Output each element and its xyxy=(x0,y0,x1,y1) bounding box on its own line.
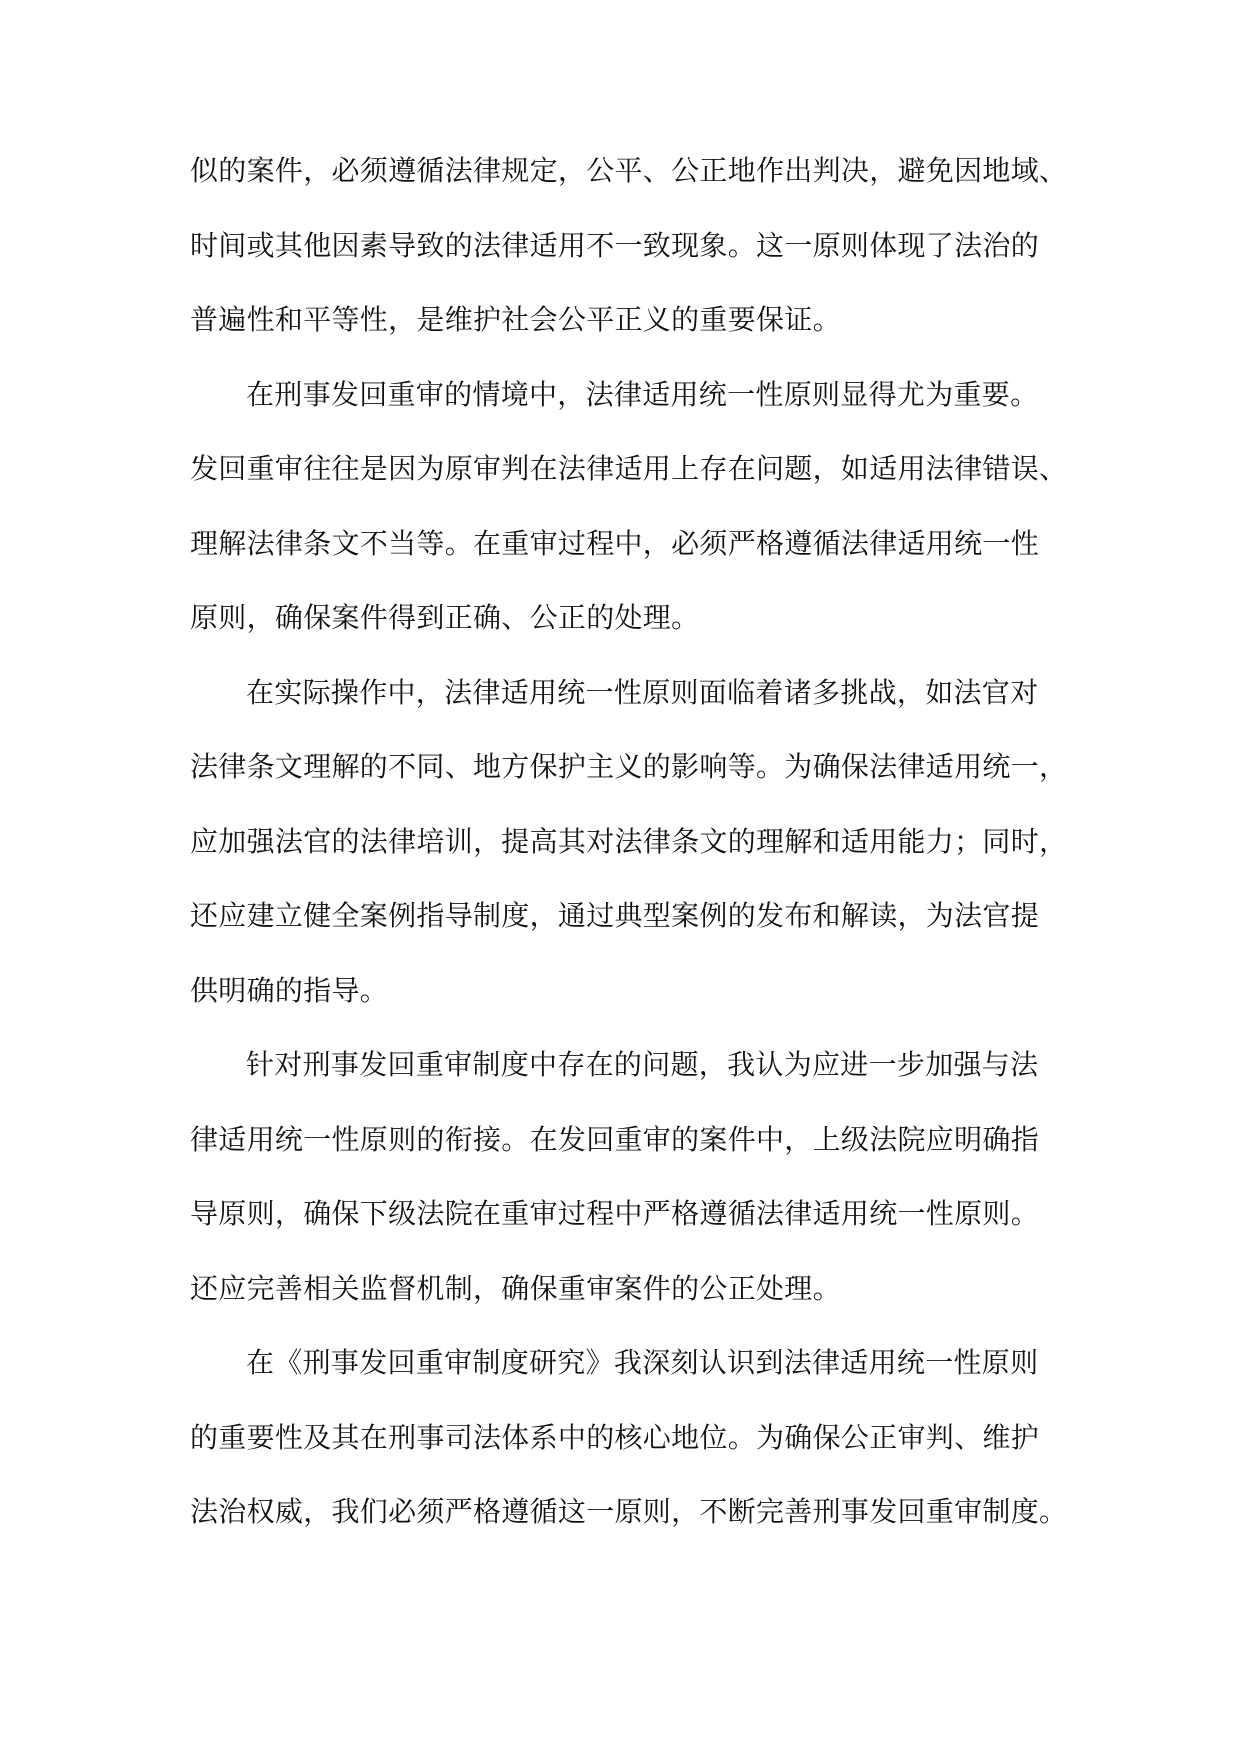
text-line: 发回重审往往是因为原审判在法律适用上存在问题，如适用法律错误、 xyxy=(190,452,1068,485)
body-text xyxy=(190,134,1068,1550)
text-line: 理解法律条文不当等。在重审过程中，必须严格遵循法律适用统一性 xyxy=(190,526,1040,560)
text-line: 法治权威，我们必须严格遵循这一原则，不断完善刑事发回重审制度。 xyxy=(190,1495,1068,1528)
text-line: 还应完善相关监督机制，确保重审案件的公正处理。 xyxy=(190,1271,841,1305)
text-line: 针对刑事发回重审制度中存在的问题，我认为应进一步加强与法 xyxy=(246,1048,1039,1081)
paragraph xyxy=(190,1326,1068,1550)
paragraph xyxy=(190,1028,1062,1326)
text-line: 律适用统一性原则的衔接。在发回重审的案件中，上级法院应明确指 xyxy=(190,1122,1040,1156)
text-line: 供明确的指导。 xyxy=(190,973,389,1007)
text-line: 导原则，确保下级法院在重审过程中严格遵循法律适用统一性原则。 xyxy=(190,1197,1040,1230)
text-line: 法律条文理解的不同、地方保护主义的影响等。为确保法律适用统一， xyxy=(190,750,1068,783)
text-line: 在实际操作中，法律适用统一性原则面临着诸多挑战，如法官对 xyxy=(246,675,1039,709)
text-line: 原则，确保案件得到正确、公正的处理。 xyxy=(190,601,700,634)
paragraph xyxy=(190,656,1068,1029)
text-line: 时间或其他因素导致的法律适用不一致现象。这一原则体现了法治的 xyxy=(190,228,1040,262)
text-line: 还应建立健全案例指导制度，通过典型案例的发布和解读，为法官提 xyxy=(190,899,1040,932)
text-line: 普遍性和平等性，是维护社会公平正义的重要保证。 xyxy=(190,303,841,336)
text-line: 的重要性及其在刑事司法体系中的核心地位。为确保公正审判、维护 xyxy=(190,1420,1040,1454)
text-line: 应加强法官的法律培训，提高其对法律条文的理解和适用能力；同时， xyxy=(190,824,1068,858)
text-line: 在《刑事发回重审制度研究》我深刻认识到法律适用统一性原则 xyxy=(246,1346,1039,1379)
paragraph xyxy=(190,134,1068,358)
paragraph xyxy=(190,358,1068,656)
text-line: 在刑事发回重审的情境中，法律适用统一性原则显得尤为重要。 xyxy=(246,377,1039,411)
text-line: 似的案件，必须遵循法律规定，公平、公正地作出判决，避免因地域、 xyxy=(190,154,1068,187)
